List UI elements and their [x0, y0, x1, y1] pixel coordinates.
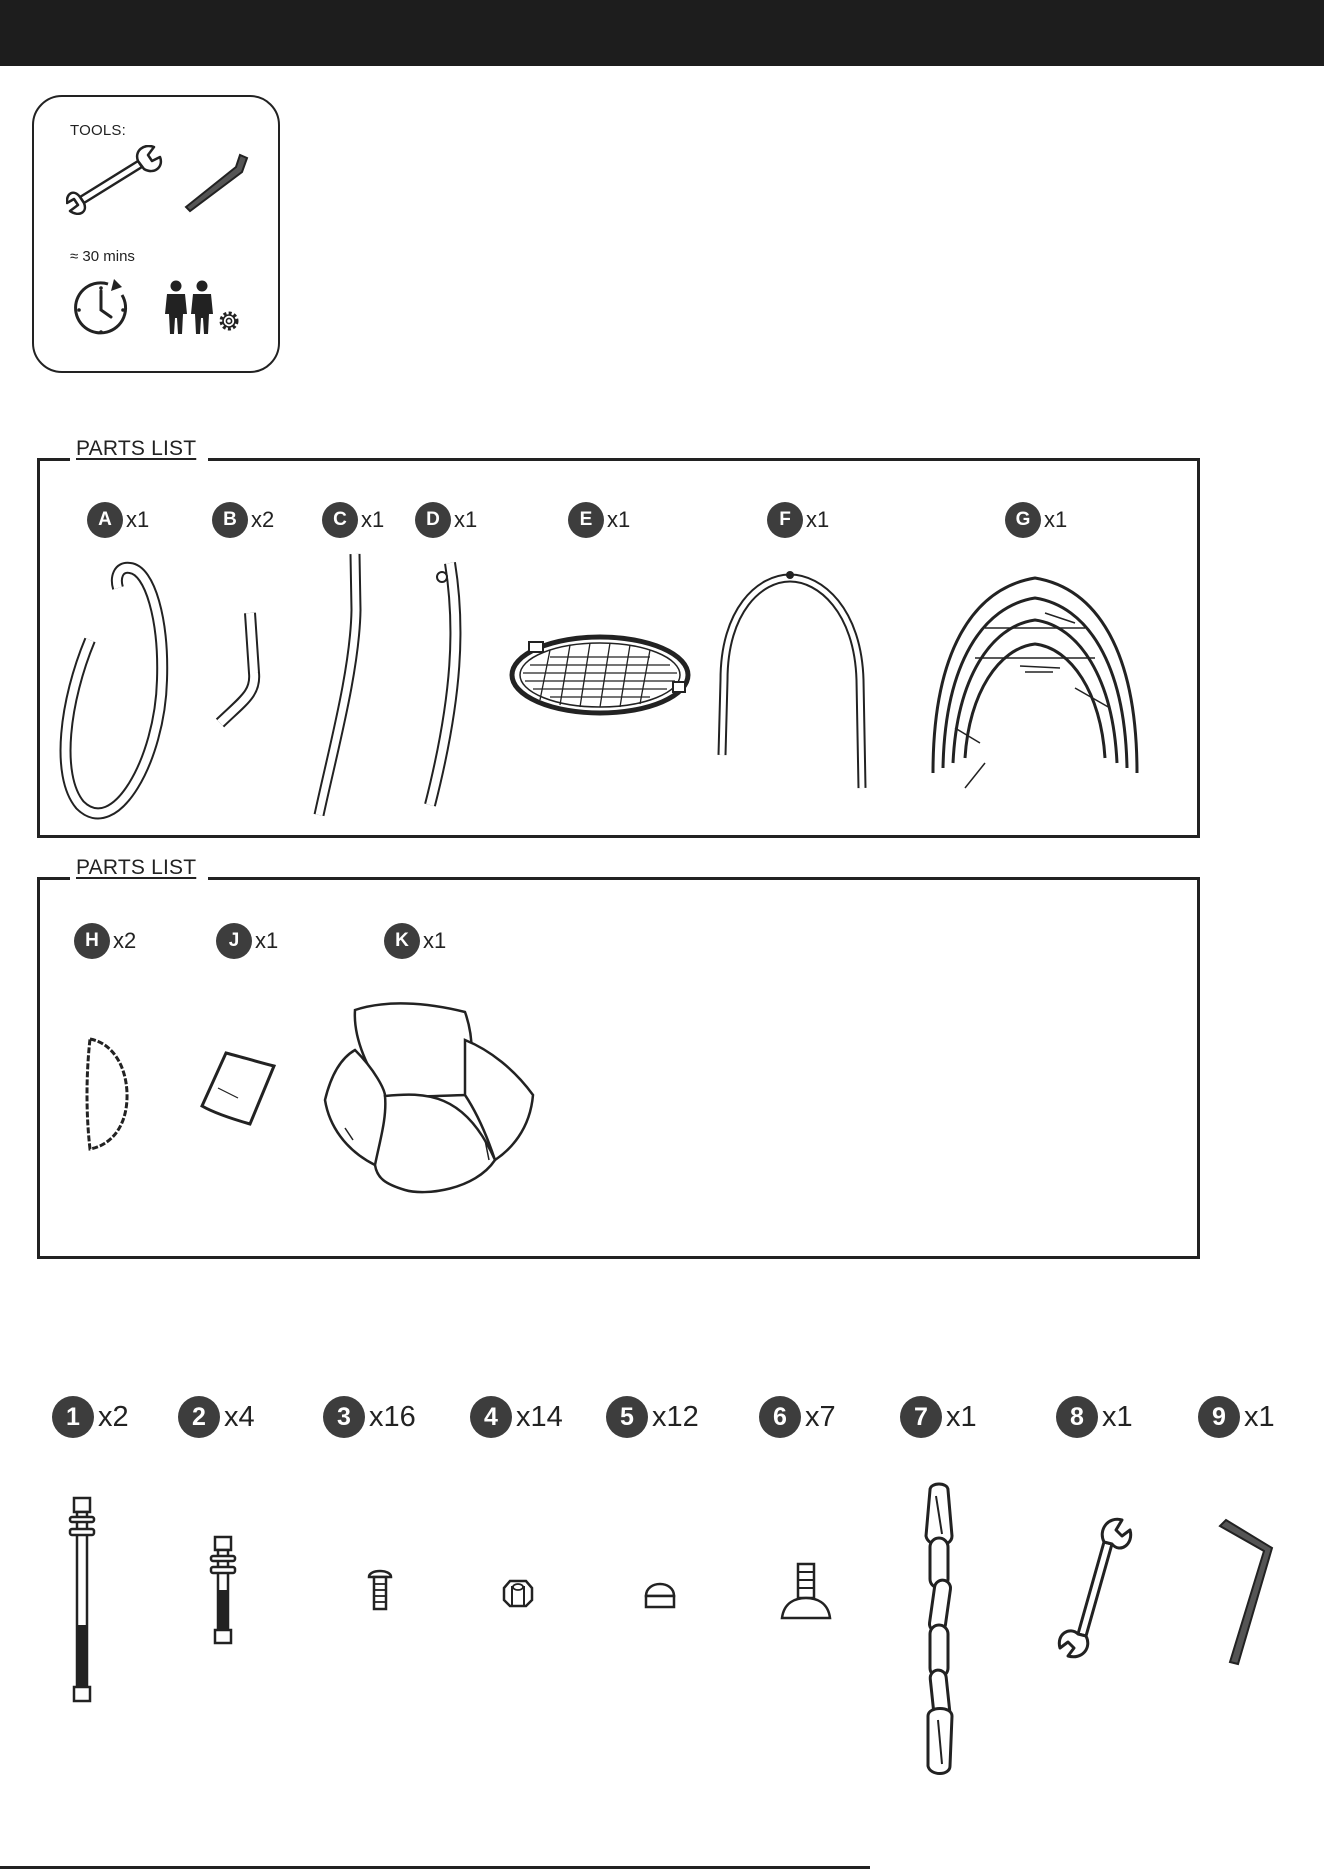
part-g-wicker-shell [925, 568, 1145, 788]
part-label-e: E x1 [568, 502, 630, 538]
hardware-label-4: 4 x14 [470, 1396, 563, 1438]
part-label-h: H x2 [74, 923, 136, 959]
hardware-6-foot-pad [776, 1560, 836, 1624]
hardware-label-7: 7 x1 [900, 1396, 977, 1438]
part-label-d: D x1 [415, 502, 477, 538]
hardware-label-1: 1 x2 [52, 1396, 129, 1438]
hardware-4-hex-nut [500, 1578, 536, 1608]
part-f-arch-frame [710, 570, 870, 800]
part-label-f: F x1 [767, 502, 829, 538]
hardware-label-6: 6 x7 [759, 1396, 836, 1438]
part-b-bent-tube [210, 608, 280, 738]
hardware-5-cap-nut [640, 1576, 680, 1610]
part-e-seat-base [505, 620, 695, 720]
part-k-seat-cushion [325, 1000, 535, 1200]
tools-title: TOOLS: [70, 122, 126, 139]
part-label-c: C x1 [322, 502, 384, 538]
part-label-g: G x1 [1005, 502, 1067, 538]
parts-list-title: PARTS LIST [70, 437, 208, 461]
part-label-k: K x1 [384, 923, 446, 959]
tools-box [32, 95, 280, 373]
part-h-side-cushion [82, 1035, 132, 1153]
part-a-curved-tube [60, 560, 180, 820]
part-label-a: A x1 [87, 502, 149, 538]
clock-icon [70, 277, 132, 339]
hardware-7-chain [908, 1480, 972, 1780]
parts-list-title: PARTS LIST [70, 856, 208, 880]
hardware-label-2: 2 x4 [178, 1396, 255, 1438]
part-j-pillow [198, 1048, 278, 1128]
hardware-label-8: 8 x1 [1056, 1396, 1133, 1438]
part-label-j: J x1 [216, 923, 278, 959]
hardware-label-3: 3 x16 [323, 1396, 416, 1438]
gear-icon [216, 308, 242, 334]
hardware-8-wrench [1052, 1512, 1132, 1662]
hardware-2-short-bolt [203, 1534, 243, 1649]
part-label-b: B x2 [212, 502, 274, 538]
hardware-3-screw [365, 1567, 395, 1613]
allen-key-icon [180, 153, 250, 213]
wrench-icon [66, 145, 166, 215]
part-d-curved-tube [410, 555, 470, 815]
two-people-icon [164, 280, 216, 336]
assembly-time-label: ≈ 30 mins [70, 248, 135, 265]
part-c-straight-tube [305, 550, 365, 820]
footer-rule [0, 1866, 870, 1869]
top-bar [0, 0, 1324, 66]
hardware-label-5: 5 x12 [606, 1396, 699, 1438]
hardware-1-long-bolt [62, 1495, 102, 1705]
hardware-9-allen-key [1212, 1518, 1278, 1668]
hardware-label-9: 9 x1 [1198, 1396, 1275, 1438]
